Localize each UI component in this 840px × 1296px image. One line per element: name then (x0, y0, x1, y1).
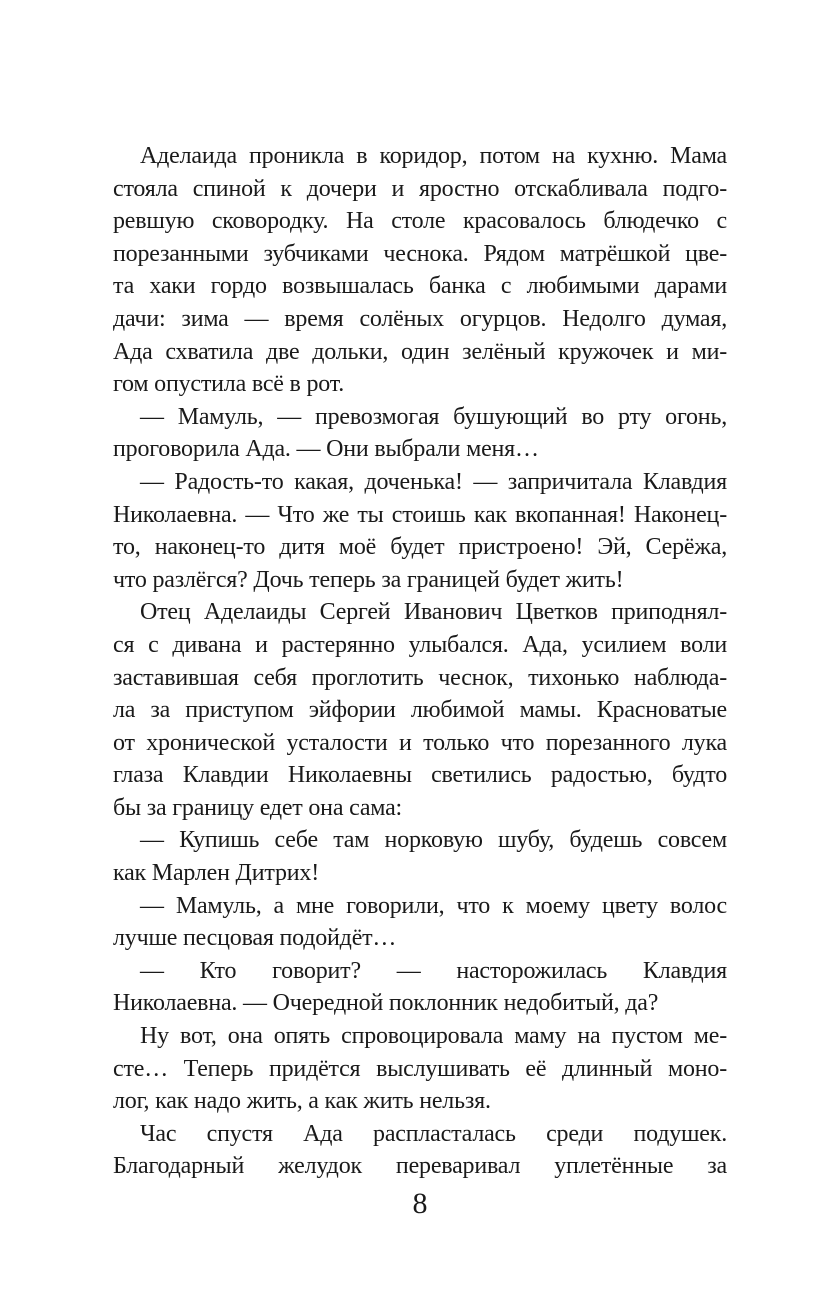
paragraph (113, 466, 727, 596)
text-line: Отец Аделаиды Сергей Иванович Цветков приподнял- (140, 599, 727, 626)
text-line: — Мамуль, а мне говорили, что к моему цвету волос (140, 892, 727, 919)
paragraph (113, 824, 727, 889)
text-line: дачи: зима — время солёных огурцов. Недолго думая, (113, 305, 727, 332)
text-line: ревшую сковородку. На столе красовалось блюдечко с (113, 208, 727, 235)
text-line: от хронической усталости и только что порезанного лука (113, 729, 727, 756)
text-line: порезанными зубчиками чеснока. Рядом матрёшкой цве- (113, 240, 727, 267)
text-line: глаза Клавдии Николаевны светились радостью, будто (113, 762, 727, 789)
text-line: ся с дивана и растерянно улыбался. Ада, усилием воли (113, 631, 727, 658)
text-line: проговорила Ада. — Они выбрали меня… (113, 436, 539, 463)
text-line: — Купишь себе там норковую шубу, будешь совсем (140, 827, 727, 854)
text-line: Ада схватила две дольки, один зелёный кружочек и ми- (113, 338, 727, 365)
text-line: Аделаида проникла в коридор, потом на кухню. Мама (140, 143, 727, 169)
text-line: что разлёгся? Дочь теперь за границей будет жить! (113, 566, 624, 593)
text-line: — Мамуль, — превозмогая бушующий во рту огонь, (140, 403, 727, 430)
text-line: сте… Теперь придётся выслушивать её длинный моно- (113, 1055, 727, 1082)
text-line: та хаки гордо возвышалась банка с любимыми дарами (113, 273, 727, 300)
text-line: Николаевна. — Что же ты стоишь как вкопанная! Наконец- (113, 501, 727, 528)
paragraph (113, 140, 727, 401)
page-number: 8 (412, 1187, 428, 1220)
paragraph (113, 401, 727, 466)
text-line: как Марлен Дитрих! (113, 860, 319, 887)
paragraph (113, 890, 727, 955)
text-line: Николаевна. — Очередной поклонник недобитый, да? (113, 990, 659, 1017)
text-line: гом опустила всё в рот. (113, 371, 345, 398)
paragraph (113, 1118, 727, 1183)
text-line: — Кто говорит? — насторожилась Клавдия (140, 957, 727, 984)
text-line: лог, как надо жить, а как жить нельзя. (113, 1088, 491, 1115)
text-line: стояла спиной к дочери и яростно отскабливала подго- (113, 175, 727, 202)
paragraph (113, 955, 727, 1020)
text-line: ла за приступом эйфории любимой мамы. Красноватые (113, 697, 727, 724)
text-line: заставившая себя проглотить чеснок, тихонько наблюда- (113, 664, 727, 691)
text-line: Час спустя Ада распласталась среди подушек. (140, 1120, 727, 1147)
text-line: — Радость-то какая, доченька! — запричитала Клавдия (140, 468, 727, 495)
paragraph (113, 596, 727, 824)
text-line: то, наконец-то дитя моё будет пристроено! Эй, Серёжа, (113, 534, 727, 561)
text-block (113, 140, 727, 1183)
text-line: Благодарный желудок переваривал уплетённые за (113, 1153, 727, 1180)
text-line: лучше песцовая подойдёт… (113, 925, 397, 952)
text-line: бы за границу едет она сама: (113, 794, 403, 821)
text-line: Ну вот, она опять спровоцировала маму на пустом ме- (140, 1023, 727, 1050)
paragraph (113, 1020, 727, 1118)
